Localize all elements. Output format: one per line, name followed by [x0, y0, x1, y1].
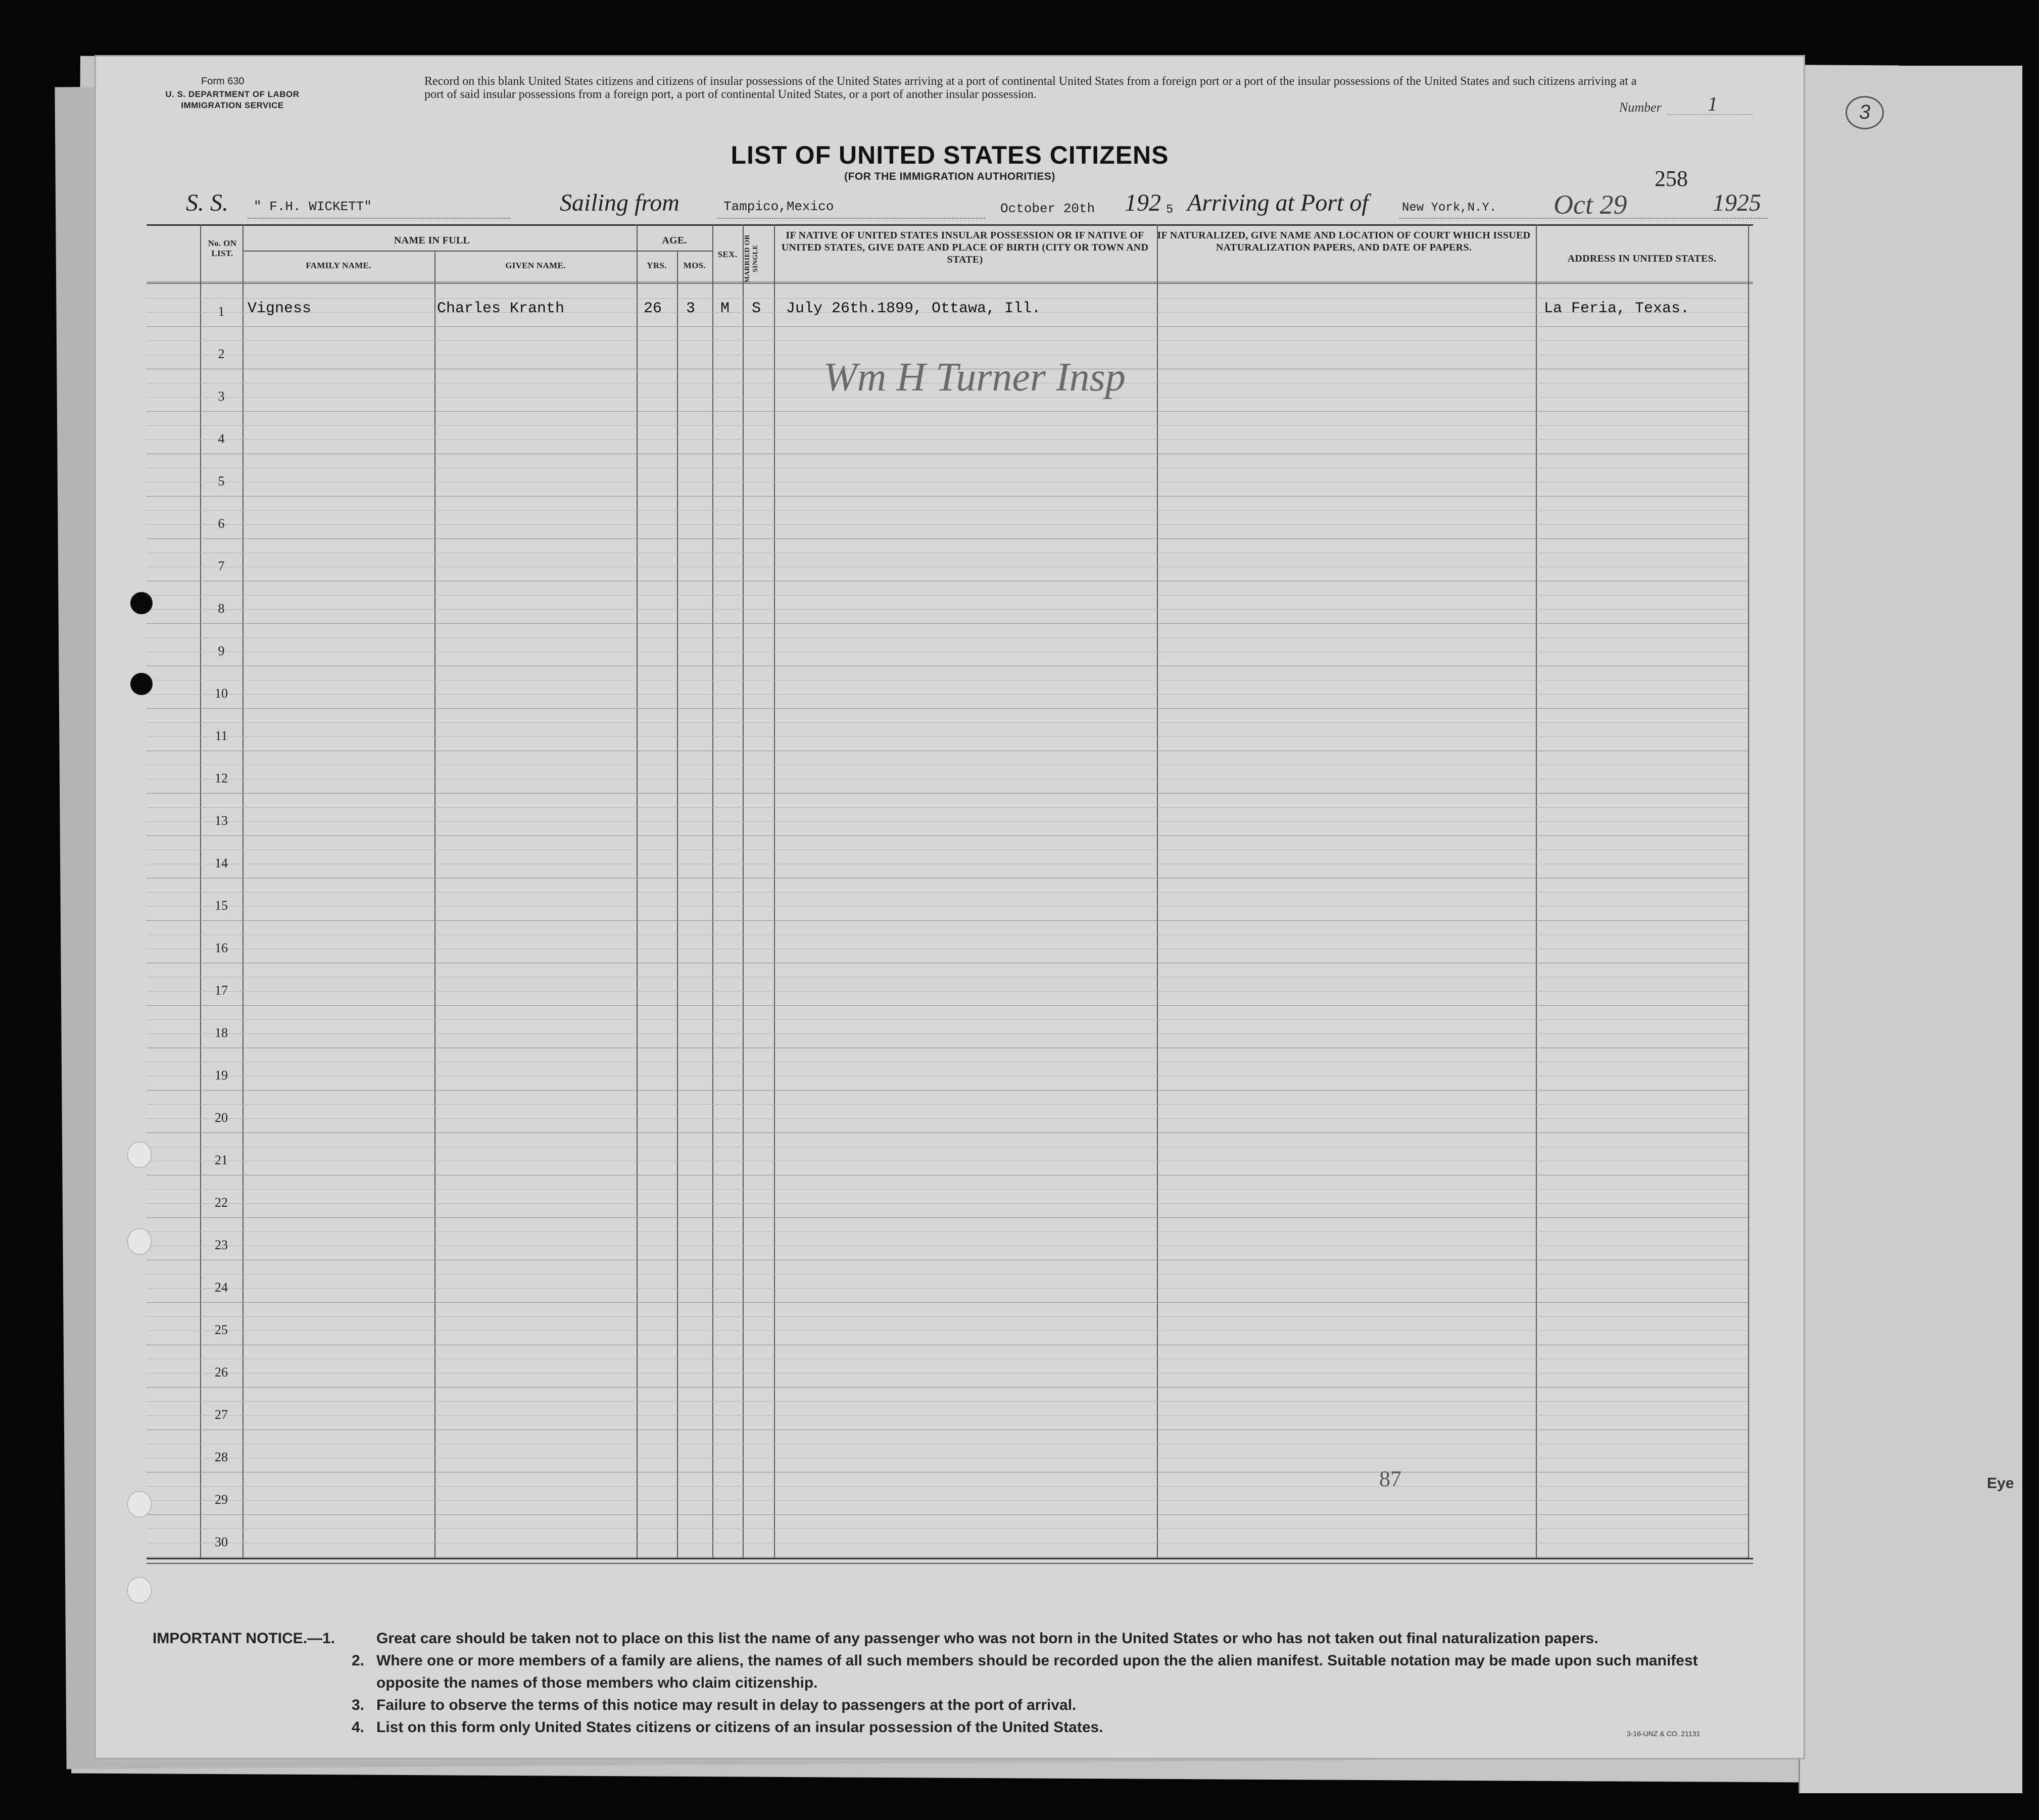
- col-family-name: FAMILY NAME.: [306, 261, 371, 270]
- ship-name: " F.H. WICKETT": [254, 199, 372, 214]
- corner-page-mark: 3: [1846, 96, 1884, 129]
- table-row: [147, 1260, 1753, 1302]
- table-top-rule: [147, 224, 1753, 226]
- ledger-line: [147, 1118, 1748, 1119]
- cell-yrs: 26: [644, 300, 662, 317]
- table-row: [147, 454, 1753, 496]
- col-yrs: YRS.: [647, 261, 667, 270]
- table-row: [147, 963, 1753, 1005]
- ledger-line: [147, 991, 1748, 992]
- table-row: [147, 1472, 1753, 1514]
- table-row: [147, 666, 1753, 708]
- col-given-name: GIVEN NAME.: [505, 261, 566, 270]
- col-address: ADDRESS IN UNITED STATES.: [1567, 253, 1717, 264]
- ledger-line: [147, 510, 1748, 511]
- ledger-line: [147, 694, 1748, 695]
- row-number: 16: [215, 941, 228, 955]
- row-number: 8: [218, 601, 225, 616]
- table-row: [147, 284, 1753, 326]
- row-number: 6: [218, 516, 225, 531]
- notice-item-3: Failure to observe the terms of this notice may result in delay to passengers at the port of arrival.: [376, 1697, 1077, 1713]
- table-row: [147, 496, 1753, 538]
- table-row: [147, 1048, 1753, 1090]
- header-subrule: [242, 251, 712, 252]
- row-number: 5: [218, 474, 225, 488]
- table-row: [147, 1175, 1753, 1217]
- ledger-line: [147, 609, 1748, 610]
- ledger-line: [147, 298, 1748, 299]
- passenger-table: [147, 224, 1753, 1608]
- row-number: 23: [215, 1238, 228, 1252]
- row-number: 24: [215, 1280, 228, 1295]
- number-value: 1: [1708, 92, 1718, 115]
- ledger-line: [147, 906, 1748, 907]
- cell-given: Charles Kranth: [437, 300, 565, 317]
- arrival-port: New York,N.Y.: [1402, 201, 1497, 215]
- row-number: 7: [218, 559, 225, 573]
- row-number: 30: [215, 1535, 228, 1549]
- notice-item-2-num: 2.: [352, 1652, 365, 1669]
- table-row: [147, 1090, 1753, 1133]
- row-number: 2: [218, 347, 225, 361]
- cell-address: La Feria, Texas.: [1544, 300, 1690, 317]
- punch-hole: [127, 1577, 152, 1603]
- cell-mos: 3: [686, 300, 696, 317]
- arrival-year: 1925: [1713, 189, 1761, 216]
- table-row: [147, 1345, 1753, 1387]
- notice-item-1: Great care should be taken not to place on this list the name of any passenger who was not born in the United States or who has not taken out final naturalization papers.: [376, 1630, 1598, 1647]
- punch-hole: [130, 592, 153, 614]
- table-row: [147, 708, 1753, 751]
- ledger-line: [147, 439, 1748, 440]
- ledger-line: [147, 425, 1748, 426]
- table-row: [147, 1430, 1753, 1472]
- col-mos: MOS.: [683, 261, 706, 270]
- inspector-signature: Wm H Turner Insp: [823, 355, 1126, 400]
- cell-birth: July 26th.1899, Ottawa, Ill.: [786, 300, 1041, 317]
- ledger-line: [147, 1500, 1748, 1501]
- ledger-line: [147, 934, 1748, 935]
- table-row: [147, 751, 1753, 793]
- ledger-line: [147, 1415, 1748, 1416]
- departure-year-prefix: 192: [1125, 189, 1161, 216]
- notice-item-2: Where one or more members of a family are aliens, the names of all such members should be recorded upon the the alien manifest. Suitable notation may be made upon such manifest opposite the names of those members who claim citizenship.: [376, 1652, 1698, 1691]
- table-row: [147, 920, 1753, 963]
- table-row: [147, 793, 1753, 835]
- punch-hole: [127, 1142, 152, 1168]
- col-sex: SEX.: [717, 250, 738, 259]
- ledger-line: [147, 524, 1748, 525]
- row-number: 20: [215, 1110, 228, 1125]
- arrival-date-handwritten: Oct 29: [1553, 189, 1627, 220]
- row-number: 21: [215, 1153, 228, 1167]
- row-number: 14: [215, 856, 228, 870]
- ledger-line: [147, 821, 1748, 822]
- ledger-line: [147, 1401, 1748, 1402]
- row-number: 11: [215, 728, 228, 743]
- adjacent-page: [1799, 66, 2022, 1793]
- ledger-line: [147, 1486, 1748, 1487]
- table-bottom-rule: [147, 1558, 1753, 1559]
- col-naturalized: IF NATURALIZED, GIVE NAME AND LOCATION OF COURT WHICH ISSUED NATURALIZATION PAPERS, AND DATE OF PAPERS.: [1157, 230, 1531, 253]
- cell-sex: M: [720, 300, 730, 317]
- department-name: U. S. DEPARTMENT OF LABOR: [165, 89, 300, 99]
- ledger-line: [147, 595, 1748, 596]
- ship-line: [248, 217, 510, 219]
- row-number: 26: [215, 1365, 228, 1380]
- table-row: [147, 1387, 1753, 1430]
- table-row: [147, 835, 1753, 878]
- cell-family: Vigness: [248, 300, 312, 317]
- ledger-line: [147, 1316, 1748, 1317]
- col-no: [202, 238, 242, 259]
- file-number: 258: [1655, 166, 1688, 191]
- ledger-line: [147, 637, 1748, 638]
- row-number: 18: [215, 1025, 228, 1040]
- ledger-line: [147, 807, 1748, 808]
- arriving-label: Arriving at Port of: [1187, 189, 1369, 216]
- row-number: 17: [215, 983, 228, 998]
- notice-item-4-num: 4.: [352, 1719, 365, 1736]
- col-name-in-full: NAME IN FULL: [394, 235, 470, 246]
- printer-imprint: 3-16-UNZ & CO. 21131: [1627, 1730, 1701, 1738]
- punch-hole: [130, 673, 153, 695]
- ledger-line: [147, 1104, 1748, 1105]
- departure-date: October 20th: [1000, 201, 1095, 216]
- notice-item-4: List on this form only United States citizens or citizens of an insular possession of the United States.: [376, 1719, 1103, 1736]
- department-header: [157, 89, 308, 111]
- row-number: 4: [218, 431, 225, 446]
- sailing-from: Tampico,Mexico: [723, 199, 834, 214]
- notice-heading: IMPORTANT NOTICE.—1.: [153, 1630, 335, 1647]
- ss-label: S. S.: [186, 189, 228, 216]
- sailing-line: [717, 217, 985, 219]
- row-number: 13: [215, 813, 228, 828]
- row-number: 10: [215, 686, 228, 701]
- cell-marital: S: [752, 300, 761, 317]
- table-row: [147, 581, 1753, 623]
- ledger-line: [147, 1189, 1748, 1190]
- table-row: [147, 1005, 1753, 1048]
- row-number: 3: [218, 389, 225, 404]
- ledger-line: [147, 340, 1748, 341]
- table-row: [147, 1514, 1753, 1557]
- page-count-note: 87: [1379, 1466, 1401, 1491]
- departure-year-digit: 5: [1166, 203, 1174, 217]
- col-native-birth: IF NATIVE OF UNITED STATES INSULAR POSSESSION OR IF NATIVE OF UNITED STATES, GIVE DATE AND PLACE OF BIRTH (CITY OR TOWN AND STATE): [781, 230, 1149, 265]
- table-bottom-rule-2: [147, 1563, 1753, 1564]
- table-row: [147, 1217, 1753, 1260]
- page-subtitle: (FOR THE IMMIGRATION AUTHORITIES): [844, 171, 1055, 182]
- punch-hole: [127, 1228, 152, 1255]
- form-instructions: Record on this blank United States citizens and citizens of insular possessions of the United States arriving at a port of continental United States from a foreign port or a port of the insular possessions of the United States and such citizens arriving at a port of said insular possessions from a foreign port, a port of continental United States, or a port of another insular possession.: [424, 75, 1637, 101]
- table-row: [147, 538, 1753, 581]
- page-title: LIST OF UNITED STATES CITIZENS: [731, 141, 1169, 169]
- notice-item-3-num: 3.: [352, 1697, 365, 1713]
- row-number: 15: [215, 898, 228, 913]
- table-row: [147, 1302, 1753, 1345]
- row-number: 25: [215, 1322, 228, 1337]
- ledger-line: [147, 722, 1748, 723]
- ledger-line: [147, 892, 1748, 893]
- table-row: [147, 1133, 1753, 1175]
- ledger-line: [147, 1203, 1748, 1204]
- row-number: 28: [215, 1450, 228, 1464]
- row-number: 12: [215, 771, 228, 785]
- sailing-label: Sailing from: [560, 189, 679, 216]
- row-number: 22: [215, 1195, 228, 1210]
- table-row: [147, 878, 1753, 920]
- row-number: 27: [215, 1407, 228, 1422]
- table-row: [147, 411, 1753, 454]
- col-no-label: No. ON LIST.: [208, 238, 237, 258]
- row-number: 29: [215, 1492, 228, 1507]
- table-row: [147, 623, 1753, 666]
- col-age: AGE.: [662, 235, 687, 246]
- ledger-line: [147, 736, 1748, 737]
- col-married-single: MARRIED OR SINGLE: [744, 234, 759, 283]
- row-number: 1: [218, 304, 225, 319]
- row-number: 9: [218, 644, 225, 658]
- number-label: Number: [1619, 100, 1662, 115]
- side-text: Eye: [1987, 1475, 2014, 1492]
- manifest-page: [96, 57, 1804, 1758]
- ledger-line: [147, 1288, 1748, 1289]
- punch-hole: [127, 1491, 152, 1517]
- form-number: Form 630: [201, 76, 245, 87]
- service-name: IMMIGRATION SERVICE: [181, 101, 284, 110]
- ledger-line: [147, 1019, 1748, 1020]
- row-number: 19: [215, 1068, 228, 1083]
